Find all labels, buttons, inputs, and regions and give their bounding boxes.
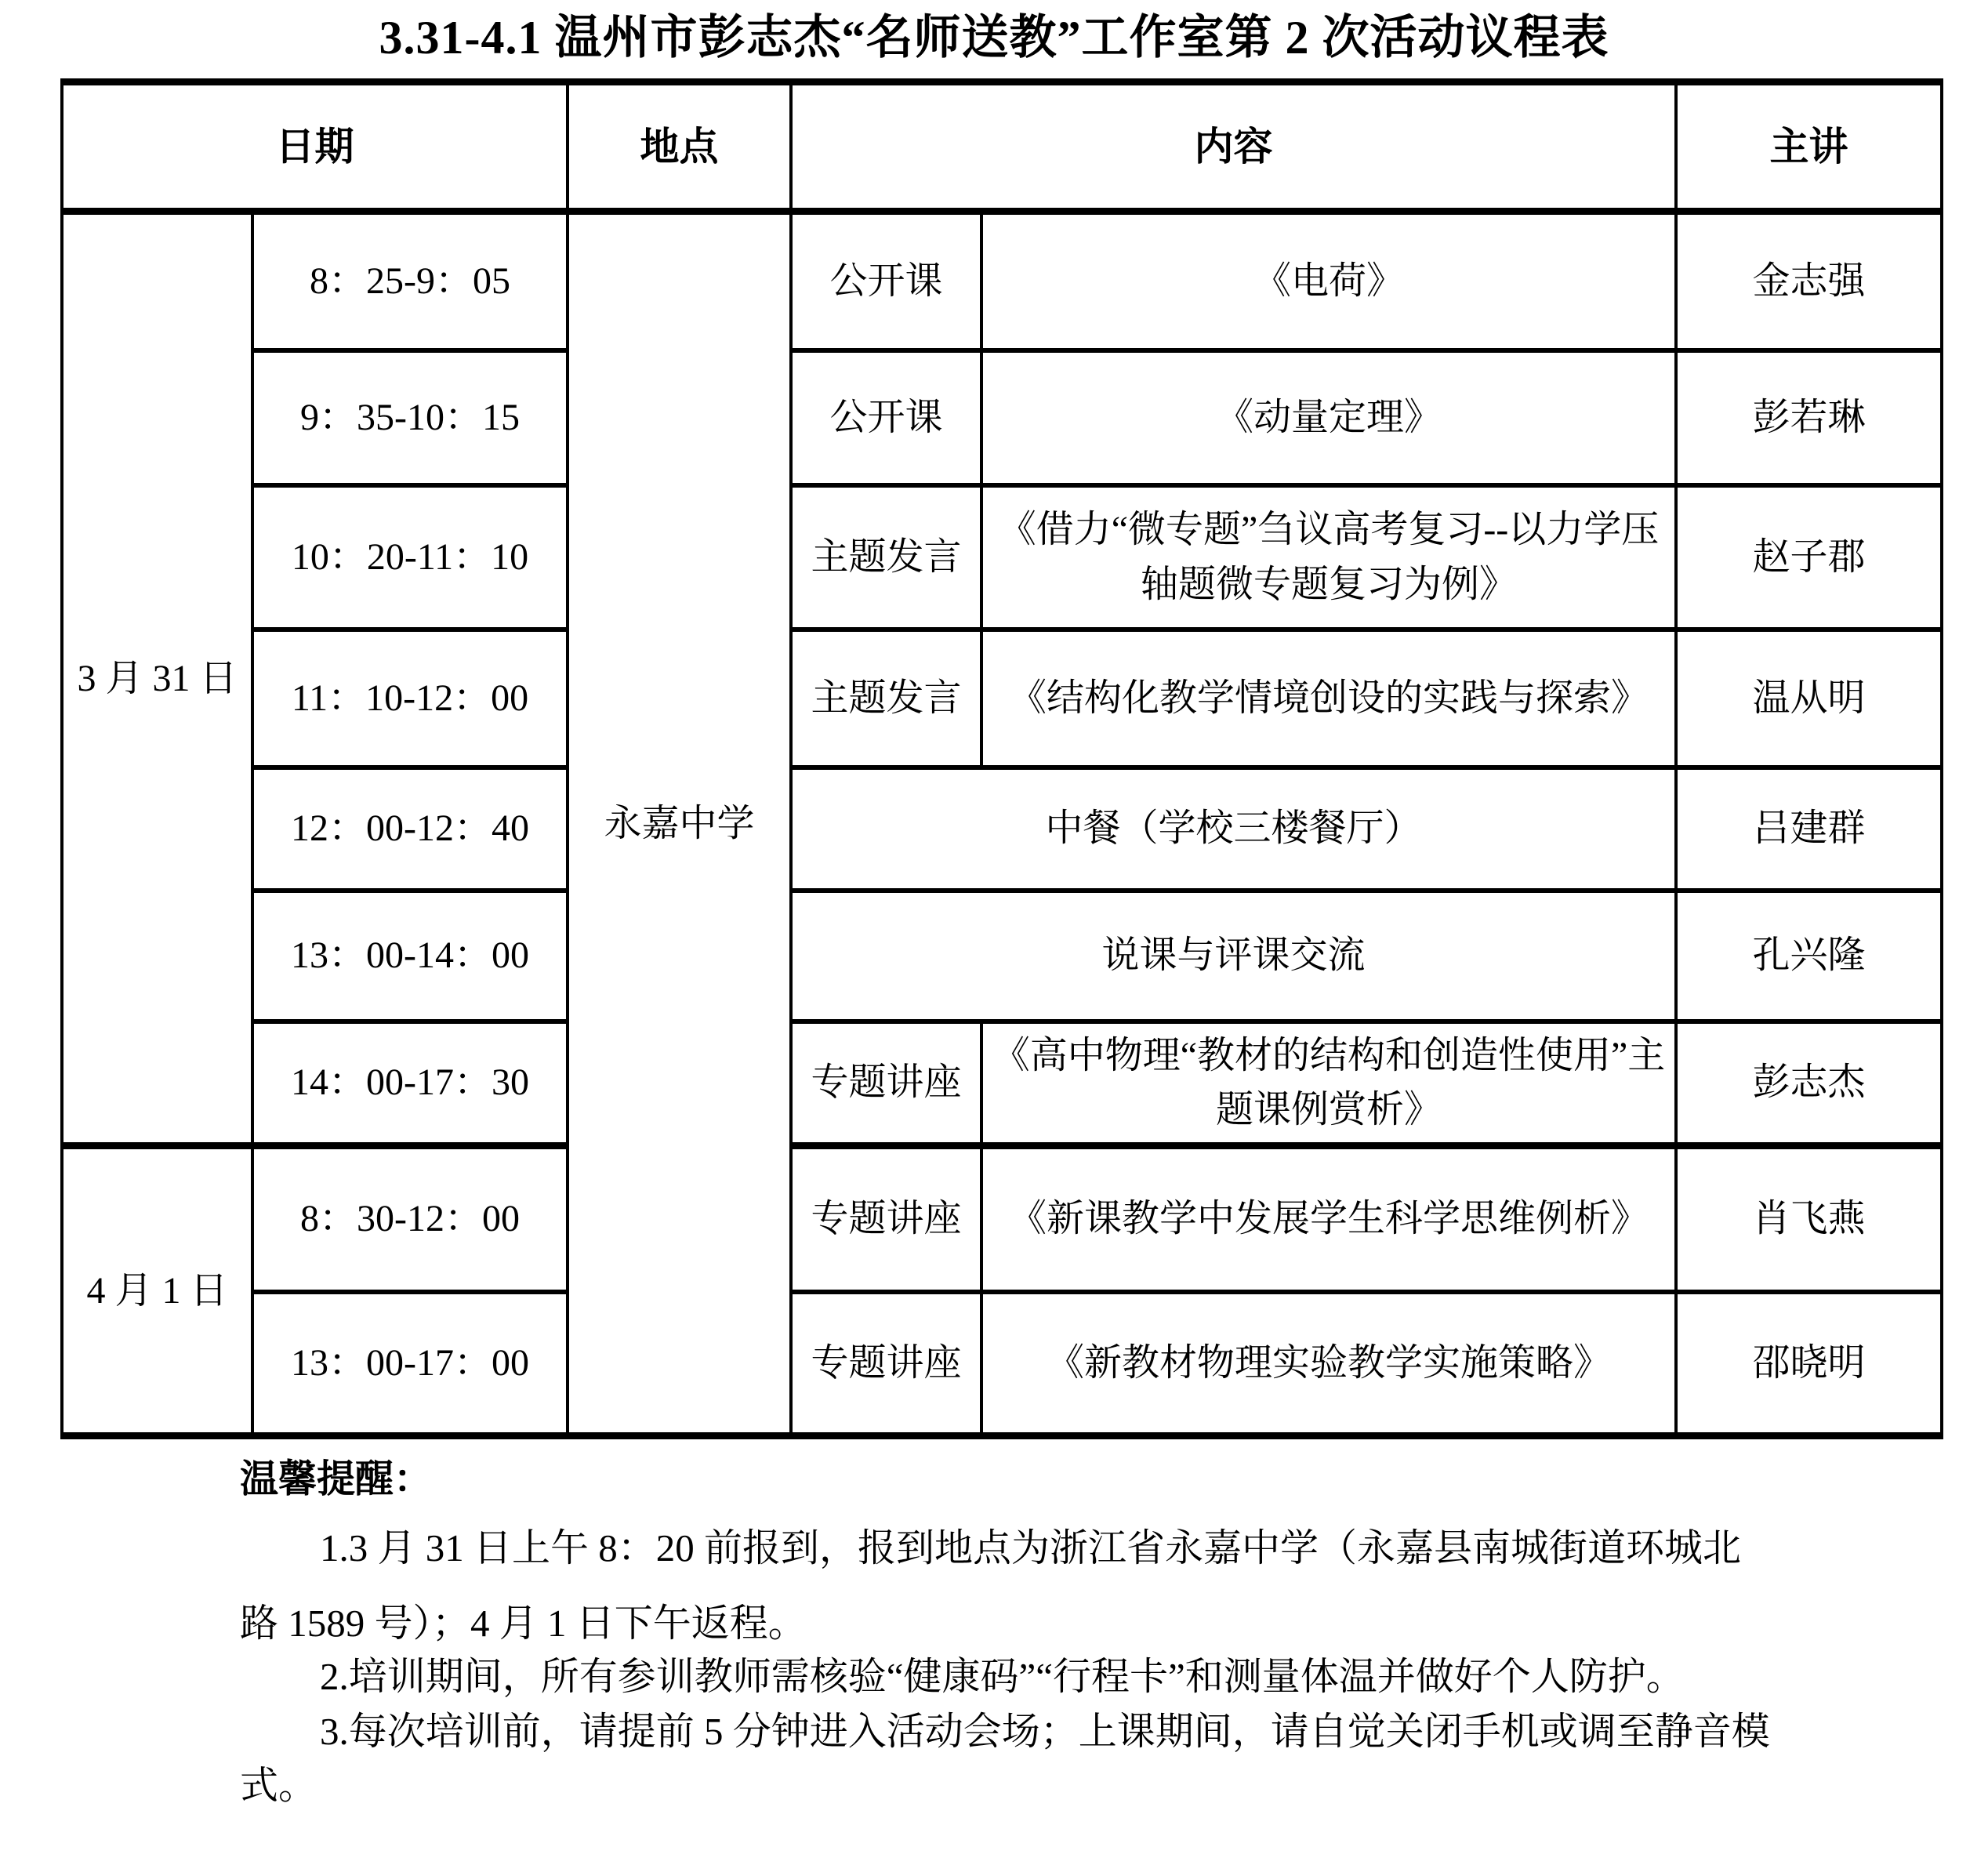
cell-speaker-3: 温从明: [1676, 630, 1942, 767]
cell-time-3: 11：10-12：00: [252, 630, 568, 767]
cell-speaker-0: 金志强: [1676, 212, 1942, 350]
cell-topic-2: 《借力“微专题”刍议高考复习--以力学压轴题微专题复习为例》: [981, 485, 1676, 630]
cell-topic-3: 《结构化教学情境创设的实践与探索》: [981, 630, 1676, 767]
cell-time-6: 14：00-17：30: [252, 1021, 568, 1146]
notes-heading: 温馨提醒：: [240, 1457, 433, 1500]
cell-time-1: 9：35-10：15: [252, 350, 568, 485]
cell-type-0: 公开课: [791, 212, 981, 350]
table-row: [62, 1292, 1942, 1436]
cell-time-2: 10：20-11：10: [252, 485, 568, 630]
note-line-2: 路 1589 号）；4 月 1 日下午返程。: [240, 1602, 807, 1645]
cell-time-5: 13：00-14：00: [252, 891, 568, 1021]
cell-time-0: 8：25-9：05: [252, 212, 568, 350]
table-row: [62, 485, 1942, 630]
location-cell: 永嘉中学: [568, 212, 791, 1436]
cell-topic-5: 说课与评课交流: [791, 891, 1676, 1021]
note-line-4: 3.每次培训前，请提前 5 分钟进入活动会场；上课期间，请自觉关闭手机或调至静音模: [320, 1710, 1770, 1753]
cell-speaker-7: 肖飞燕: [1676, 1146, 1942, 1292]
table-row: [62, 350, 1942, 485]
table-row: [62, 1021, 1942, 1146]
table-row: [62, 630, 1942, 767]
date-cell-day1: 3 月 31 日: [62, 212, 252, 1146]
cell-type-7: 专题讲座: [791, 1146, 981, 1292]
cell-type-3: 主题发言: [791, 630, 981, 767]
note-line-3: 2.培训期间，所有参训教师需核验“健康码”“行程卡”和测量体温并做好个人防护。: [320, 1655, 1685, 1698]
header-row: [62, 82, 1942, 212]
cell-topic-6: 《高中物理“教材的结构和创造性使用”主题课例赏析》: [981, 1021, 1676, 1146]
cell-type-8: 专题讲座: [791, 1292, 981, 1436]
cell-time-7: 8：30-12：00: [252, 1146, 568, 1292]
cell-topic-1: 《动量定理》: [981, 350, 1676, 485]
col-header-speaker: 主讲: [1676, 82, 1942, 212]
table-row: [62, 212, 1942, 350]
date-cell-day2: 4 月 1 日: [62, 1146, 252, 1436]
cell-speaker-2: 赵子郡: [1676, 485, 1942, 630]
cell-speaker-6: 彭志杰: [1676, 1021, 1942, 1146]
cell-time-8: 13：00-17：00: [252, 1292, 568, 1436]
cell-topic-7: 《新课教学中发展学生科学思维例析》: [981, 1146, 1676, 1292]
table-row: [62, 891, 1942, 1021]
cell-speaker-1: 彭若琳: [1676, 350, 1942, 485]
cell-time-4: 12：00-12：40: [252, 767, 568, 891]
notes-section: [0, 1455, 1988, 1810]
cell-type-6: 专题讲座: [791, 1021, 981, 1146]
col-header-location: 地点: [568, 82, 791, 212]
table-row: [62, 1146, 1942, 1292]
cell-type-2: 主题发言: [791, 485, 981, 630]
cell-speaker-8: 邵晓明: [1676, 1292, 1942, 1436]
cell-topic-4: 中餐（学校三楼餐厅）: [791, 767, 1676, 891]
cell-speaker-5: 孔兴隆: [1676, 891, 1942, 1021]
cell-topic-0: 《电荷》: [981, 212, 1676, 350]
cell-type-1: 公开课: [791, 350, 981, 485]
col-header-date: 日期: [62, 82, 568, 212]
cell-topic-8: 《新教材物理实验教学实施策略》: [981, 1292, 1676, 1436]
col-header-content: 内容: [791, 82, 1676, 212]
page-title: 3.31-4.1 温州市彭志杰“名师送教”工作室第 2 次活动议程表: [379, 12, 1609, 63]
note-line-5: 式。: [240, 1764, 317, 1807]
note-line-1: 1.3 月 31 日上午 8：20 前报到，报到地点为浙江省永嘉中学（永嘉县南城街道环城北: [320, 1526, 1742, 1569]
cell-speaker-4: 吕建群: [1676, 767, 1942, 891]
schedule-table: [60, 78, 1943, 1439]
table-row: [62, 767, 1942, 891]
